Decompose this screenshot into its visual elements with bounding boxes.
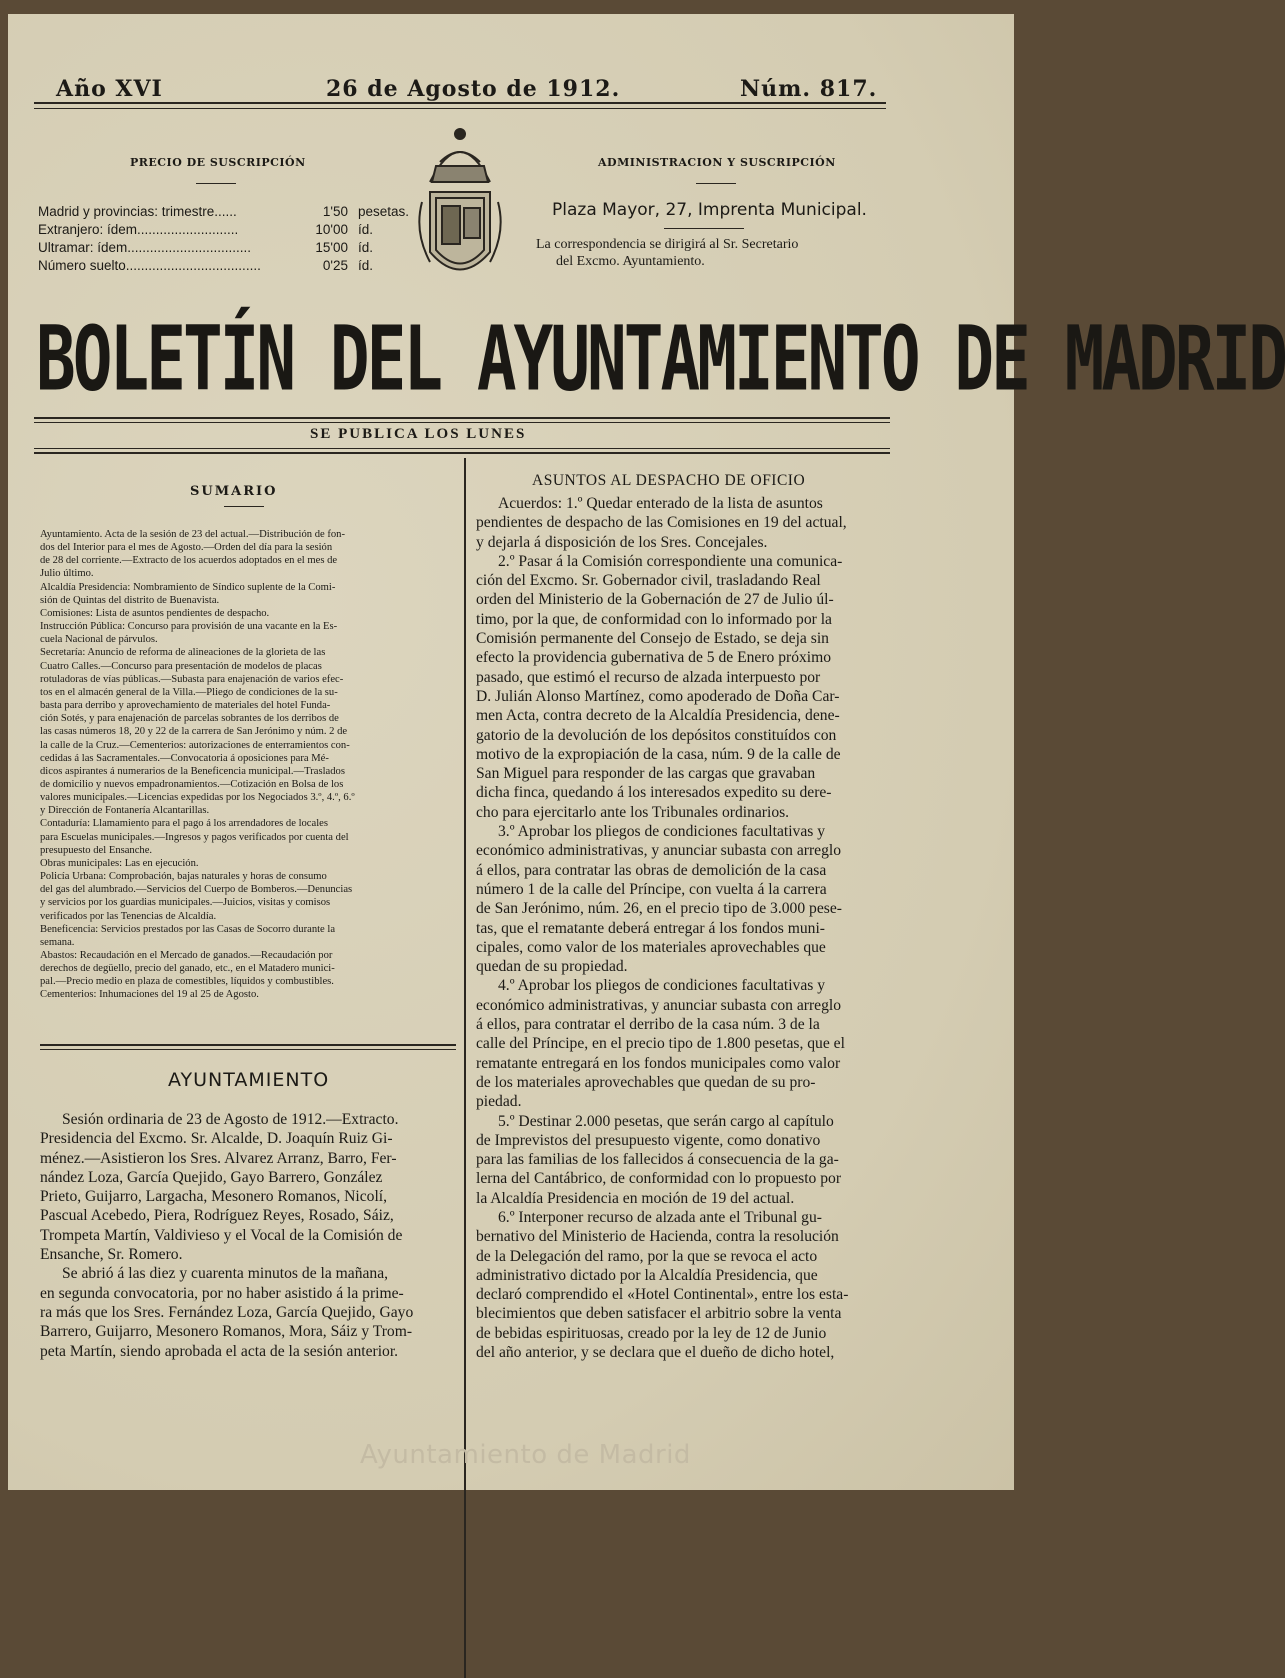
issue-number: Núm. 817. bbox=[740, 76, 878, 102]
ayuntamiento-text: Sesión ordinaria de 23 de Agosto de 1912.—Extracto. Presidencia del Excmo. Sr. Alcalde, D. Joaquín Ruiz Gi- ménez.—Asistieron los Sres. Alvarez Arranz, Barro, Fer- nández Loza, García Quejido, Gayo Barrero, González Prieto, Guijarro, Largacha, Mesonero Romanos, Nicolí, Pascual Acebedo, Piera, Rodríguez Reyes, Rosado, Sáiz, Trompeta Martín, Valdivieso y el Vocal de la Comisión de Ensanche, Sr. Romero. Se abrió á las diez y cuarenta minutos de la mañana, en segunda convocatoria, por no haber asistido á la prime- ra más que los Sres. Fernández Loza, García Quejido, Gayo Barrero, Guijarro, Mesonero Romanos, Mora, Sáiz y Trom- peta Martín, siendo aprobada el acta de la sesión anterior. bbox=[40, 1111, 414, 1360]
issue-year: Año XVI bbox=[56, 76, 163, 102]
column-divider bbox=[464, 458, 466, 1678]
address-rule bbox=[664, 228, 744, 229]
section-rule-thin bbox=[40, 1049, 456, 1050]
header-rule bbox=[34, 102, 886, 104]
madrid-coat-of-arms-icon bbox=[410, 122, 510, 302]
archive-watermark: Ayuntamiento de Madrid bbox=[360, 1440, 691, 1470]
sumario-list: Ayuntamiento. Acta de la sesión de 23 del actual.—Distribución de fon- dos del Interior para el mes de Agosto.—Orden del día para la sesión de 28 del corriente.—Extracto de los acuerdos adoptados en el mes de Julio último. Alcaldía Presidencia: Nombramiento de Síndico suplente de la Comi- sión de Quintas del distrito de Buenavista. Comisiones: Lista de asuntos pendientes de despacho. Instrucción Pública: Concurso para provisión de una vacante en la Es- cuela Nacional de párvulos. Secretaría: Anuncio de reforma de alineaciones de la glorieta de las Cuatro Calles.—Concurso para presentación de modelos de placas rotuladoras de vías públicas.—Subasta para enajenación de varios efec- tos en el almacén general de la Villa.—Pliego de condiciones de la su- basta para derribo y aprovechamiento de materiales del hotel Funda- ción Sotés, y para enajenación de parcelas sobrantes de los derribos de las casas números 18, 20 y 22 de la carrera de San Jerónimo y núm. 2 de la calle de la Cruz.—Cementerios: autorizaciones de enterramientos con- cedidas á las Sacramentales.—Convocatoria á oposiciones para Mé- dicos aspirantes á numerarios de la Beneficencia municipal.—Traslados de domicilio y nuevos empadronamientos.—Cotización en Bolsa de los valores municipales.—Licencias expedidas por los Negociados 3.º, 4.º, 6.º y Dirección de Fontanería Alcantarillas. Contaduría: Llamamiento para el pago á los arrendadores de locales para Escuelas municipales.—Ingresos y pagos verificados por cuenta del presupuesto del Ensanche. Obras municipales: Las en ejecución. Policía Urbana: Comprobación, bajas naturales y horas de consumo del gas del alumbrado.—Servicios del Cuerpo de Bomberos.—Denuncias y servicios por los guardias municipales.—Juicios, visitas y comisos verificados por las Tenencias de Alcaldía. Beneficencia: Servicios prestados por las Casas de Socorro durante la semana. Abastos: Recaudación en el Mercado de ganados.—Recaudación por derechos de degüello, precio del ganado, etc., en el Matadero munici- pal.—Precio medio en plaza de comestibles, líquidos y combustibles. Cementerios: Inhumaciones del 19 al 25 de Agosto. bbox=[40, 529, 355, 1001]
ornament-dash bbox=[224, 506, 264, 507]
issue-date: 26 de Agosto de 1912. bbox=[326, 76, 621, 102]
publication-frequency: SE PUBLICA LOS LUNES bbox=[310, 426, 527, 442]
admin-note: La correspondencia se dirigirá al Sr. Secretario del Excmo. Ayuntamiento. bbox=[536, 237, 799, 269]
title-rule-thin bbox=[34, 422, 890, 423]
newspaper-page: Año XVI 26 de Agosto de 1912. Núm. 817. PRECIO DE SUSCRIPCIÓN Madrid y provincias: trimestre...... 1'50 pesetas. Extranjero: ídem........................... 10'00 íd. Ultramar: ídem................................. 15'00 íd. Número suelto.................................... 0'25 íd. ADMINISTRACION Y SUSCRIPCIÓN Plaza Mayor, 27, Imprenta Municipal. La correspondencia se dirigirá al Sr. Secretario del Excmo. Ayuntamiento. BOLETÍN DEL AYUNTAMIENTO DE MADRID SE PUBLICA LOS LUNES SUMARIO Ayuntamiento. Acta de la sesión de 23 del actual.—Distribución de fon- dos del Interior para el mes de Agosto.—Orden del día para la sesión de 28 del corriente.—Extracto de los acuerdos adoptados en el mes de Julio último. Alcaldía Presidencia: Nombramiento de Síndico suplente de la Comi- sión de Quintas del distrito de Buenavista. Comisiones: Lista de asuntos pendientes de despacho. Instrucción Pública: Concurso para provisión de una vacante en la Es- cuela Nacional de párvulos. Secretaría: Anuncio de reforma de alineaciones de la glorieta de las Cuatro Calles.—Concurso para presentación de modelos de placas rotuladoras de vías públicas.—Subasta para enajenación de varios efec- tos en el almacén general de la Villa.—Pliego de condiciones de la su- basta para derribo y aprovechamiento de materiales del hotel Funda- ción Sotés, y para enajenación de parcelas sobrantes de los derribos de las casas números 18, 20 y 22 de la carrera de San Jerónimo y núm. 2 de la calle de la Cruz.—Cementerios: autorizaciones de enterramientos con- cedidas á las Sacramentales.—Convocatoria á oposiciones para Mé- dicos aspirantes á numerarios de la Beneficencia municipal.—Traslados de domicilio y nuevos empadronamientos.—Cotización en Bolsa de los valores municipales.—Licencias expedidas por los Negociados 3.º, 4.º, 6.º y Dirección de Fontanería Alcantarillas. Contaduría: Llamamiento para el pago á los arrendadores de locales para Escuelas municipales.—Ingresos y pagos verificados por cuenta del presupuesto del Ensanche. Obras municipales: Las en ejecución. Policía Urbana: Comprobación, bajas naturales y horas de consumo del gas del alumbrado.—Servicios del Cuerpo de Bomberos.—Denuncias y servicios por los guardias municipales.—Juicios, visitas y comisos verificados por las Tenencias de Alcaldía. Beneficencia: Servicios prestados por las Casas de Socorro durante la semana. Abastos: Recaudación en el Mercado de ganados.—Recaudación por derechos de degüello, precio del ganado, etc., en el Matadero munici- pal.—Precio medio en plaza de comestibles, líquidos y combustibles. Cementerios: Inhumaciones del 19 al 25 de Agosto. AYUNTAMIENTO Sesión ordinaria de 23 de Agosto de 1912.—Extracto. Presidencia del Excmo. Sr. Alcalde, D. Joaquín Ruiz Gi- ménez.—Asistieron los Sres. Alvarez Arranz, Barro, Fer- nández Loza, García Quejido, Gayo Barrero, González Prieto, Guijarro, Largacha, Mesonero Romanos, Nicolí, Pascual Acebedo, Piera, Rodríguez Reyes, Rosado, Sáiz, Trompeta Martín, Valdivieso y el Vocal de la Comisión de Ensanche, Sr. Romero. Se abrió á las diez y cuarenta minutos de la mañana, en segunda convocatoria, por no haber asistido á la prime- ra más que los Sres. Fernández Loza, García Quejido, Gayo Barrero, Guijarro, Mesonero Romanos, Mora, Sáiz y Trom- peta Martín, siendo aprobada el acta de la sesión anterior. ASUNTOS AL DESPACHO DE OFICIO Acuerdos: 1.º Quedar enterado de la lista de asuntos pendientes de despacho de las Comisiones en 19 del actual, y dejarla á disposición de los Sres. Concejales. 2.º Pasar á la Comisión correspondiente una comunica- ción del Excmo. Sr. Gobernador civil, trasladando Real orden del Ministerio de la Gobernación de 27 de Julio úl- timo, por la que, de conformidad con lo informado por la Comisión permanente del Consejo de Estado, se deja sin efecto la providencia gubernativa de 5 de Enero próximo pasado, que estimó el recurso de alzada interpuesto por D. Julián Alonso Martínez, como apoderado de Doña Car- men Acta, contra decreto de la Alcaldía Presidencia, dene- gatorio de la devolución de los depósitos constituídos con motivo de la expropiación de la casa, núm. 9 de la calle de San Miguel para responder de las cargas que gravaban dicha finca, quedando á los interesados expedito su dere- cho para ejercitarlo ante los Tribunales ordinarios. 3.º Aprobar los pliegos de condiciones facultativas y económico administrativas, y anunciar subasta con arreglo á ellos, para contratar las obras de demolición de la casa número 1 de la calle del Príncipe, con vuelta á la carrera de San Jerónimo, núm. 26, en el precio tipo de 3.000 pese- tas, que el rematante deberá entregar á los fondos muni- cipales, como valor de los materiales aprovechables que quedan de su propiedad. 4.º Aprobar los pliegos de condiciones facultativas y económico administrativas, y anunciar subasta con arreglo á ellos, para contratar el derribo de la casa núm. 3 de la calle del Príncipe, en el precio tipo de 1.800 pesetas, que el rematante entregará en los fondos municipales como valor de los materiales aprovechables que quedan de su pro- piedad. 5.º Destinar 2.000 pesetas, que serán cargo al capítulo de Imprevistos del presupuesto vigente, como donativo para las familias de los fallecidos á consecuencia de la ga- lerna del Cantábrico, de conformidad con lo propuesto por la Alcaldía Presidencia en moción de 19 del actual. 6.º Interponer recurso de alzada ante el Tribunal gu- bernativo del Ministerio de Hacienda, contra la resolución de la Delegación del ramo, por la que se revoca el acto administrativo dictado por la Alcaldía Presidencia, que declaró comprendido el «Hotel Continental», entre los esta- blecimientos que deben satisfacer el arbitrio sobre la venta de bebidas espirituosas, creado por la ley de 12 de Junio del año anterior, y se declara que el dueño de dicho hotel, Ayuntamiento de Madrid bbox=[8, 14, 1014, 1490]
subtitle-rule bbox=[34, 448, 890, 449]
header-rule-thin bbox=[34, 108, 886, 109]
ornament-dash bbox=[196, 183, 236, 184]
newspaper-title: BOLETÍN DEL AYUNTAMIENTO DE MADRID bbox=[36, 307, 1285, 412]
admin-title: ADMINISTRACION Y SUSCRIPCIÓN bbox=[598, 156, 836, 169]
admin-address: Plaza Mayor, 27, Imprenta Municipal. bbox=[552, 200, 867, 220]
asuntos-text: Acuerdos: 1.º Quedar enterado de la lista de asuntos pendientes de despacho de las Comisiones en 19 del actual, y dejarla á disposición de los Sres. Concejales. 2.º Pasar á la Comisión correspondiente una comunica- ción del Excmo. Sr. Gobernador civil, trasladando Real orden del Ministerio de la Gobernación de 27 de Julio úl- timo, por la que, de conformidad con lo informado por la Comisión permanente del Consejo de Estado, se deja sin efecto la providencia gubernativa de 5 de Enero próximo pasado, que estimó el recurso de alzada interpuesto por D. Julián Alonso Martínez, como apoderado de Doña Car- men Acta, contra decreto de la Alcaldía Presidencia, dene- gatorio de la devolución de los depósitos constituídos con motivo de la expropiación de la casa, núm. 9 de la calle de San Miguel para responder de las cargas que gravaban dicha finca, quedando á los interesados expedito su dere- cho para ejercitarlo ante los Tribunales ordinarios. 3.º Aprobar los pliegos de condiciones facultativas y económico administrativas, y anunciar subasta con arreglo á ellos, para contratar las obras de demolición de la casa número 1 de la calle del Príncipe, con vuelta á la carrera de San Jerónimo, núm. 26, en el precio tipo de 3.000 pese- tas, que el rematante deberá entregar á los fondos muni- cipales, como valor de los materiales aprovechables que quedan de su propiedad. 4.º Aprobar los pliegos de condiciones facultativas y económico administrativas, y anunciar subasta con arreglo á ellos, para contratar el derribo de la casa núm. 3 de la calle del Príncipe, en el precio tipo de 1.800 pesetas, que el rematante entregará en los fondos municipales como valor de los materiales aprovechables que quedan de su pro- piedad. 5.º Destinar 2.000 pesetas, que serán cargo al capítulo de Imprevistos del presupuesto vigente, como donativo para las familias de los fallecidos á consecuencia de la ga- lerna del Cantábrico, de conformidad con lo propuesto por la Alcaldía Presidencia en moción de 19 del actual. 6.º Interponer recurso de alzada ante el Tribunal gu- bernativo del Ministerio de Hacienda, contra la resolución de la Delegación del ramo, por la que se revoca el acto administrativo dictado por la Alcaldía Presidencia, que declaró comprendido el «Hotel Continental», entre los esta- blecimientos que deben satisfacer el arbitrio sobre la venta de bebidas espirituosas, creado por la ley de 12 de Junio del año anterior, y se declara que el dueño de dicho hotel, bbox=[476, 495, 849, 1362]
sumario-heading: SUMARIO bbox=[190, 484, 278, 499]
asuntos-heading: ASUNTOS AL DESPACHO DE OFICIO bbox=[532, 472, 806, 489]
title-rule bbox=[34, 417, 890, 419]
ornament-dash bbox=[696, 183, 736, 184]
ayuntamiento-heading: AYUNTAMIENTO bbox=[168, 1069, 330, 1091]
prices-title: PRECIO DE SUSCRIPCIÓN bbox=[130, 156, 306, 169]
subtitle-rule-thick bbox=[34, 452, 890, 454]
section-rule bbox=[40, 1044, 456, 1046]
